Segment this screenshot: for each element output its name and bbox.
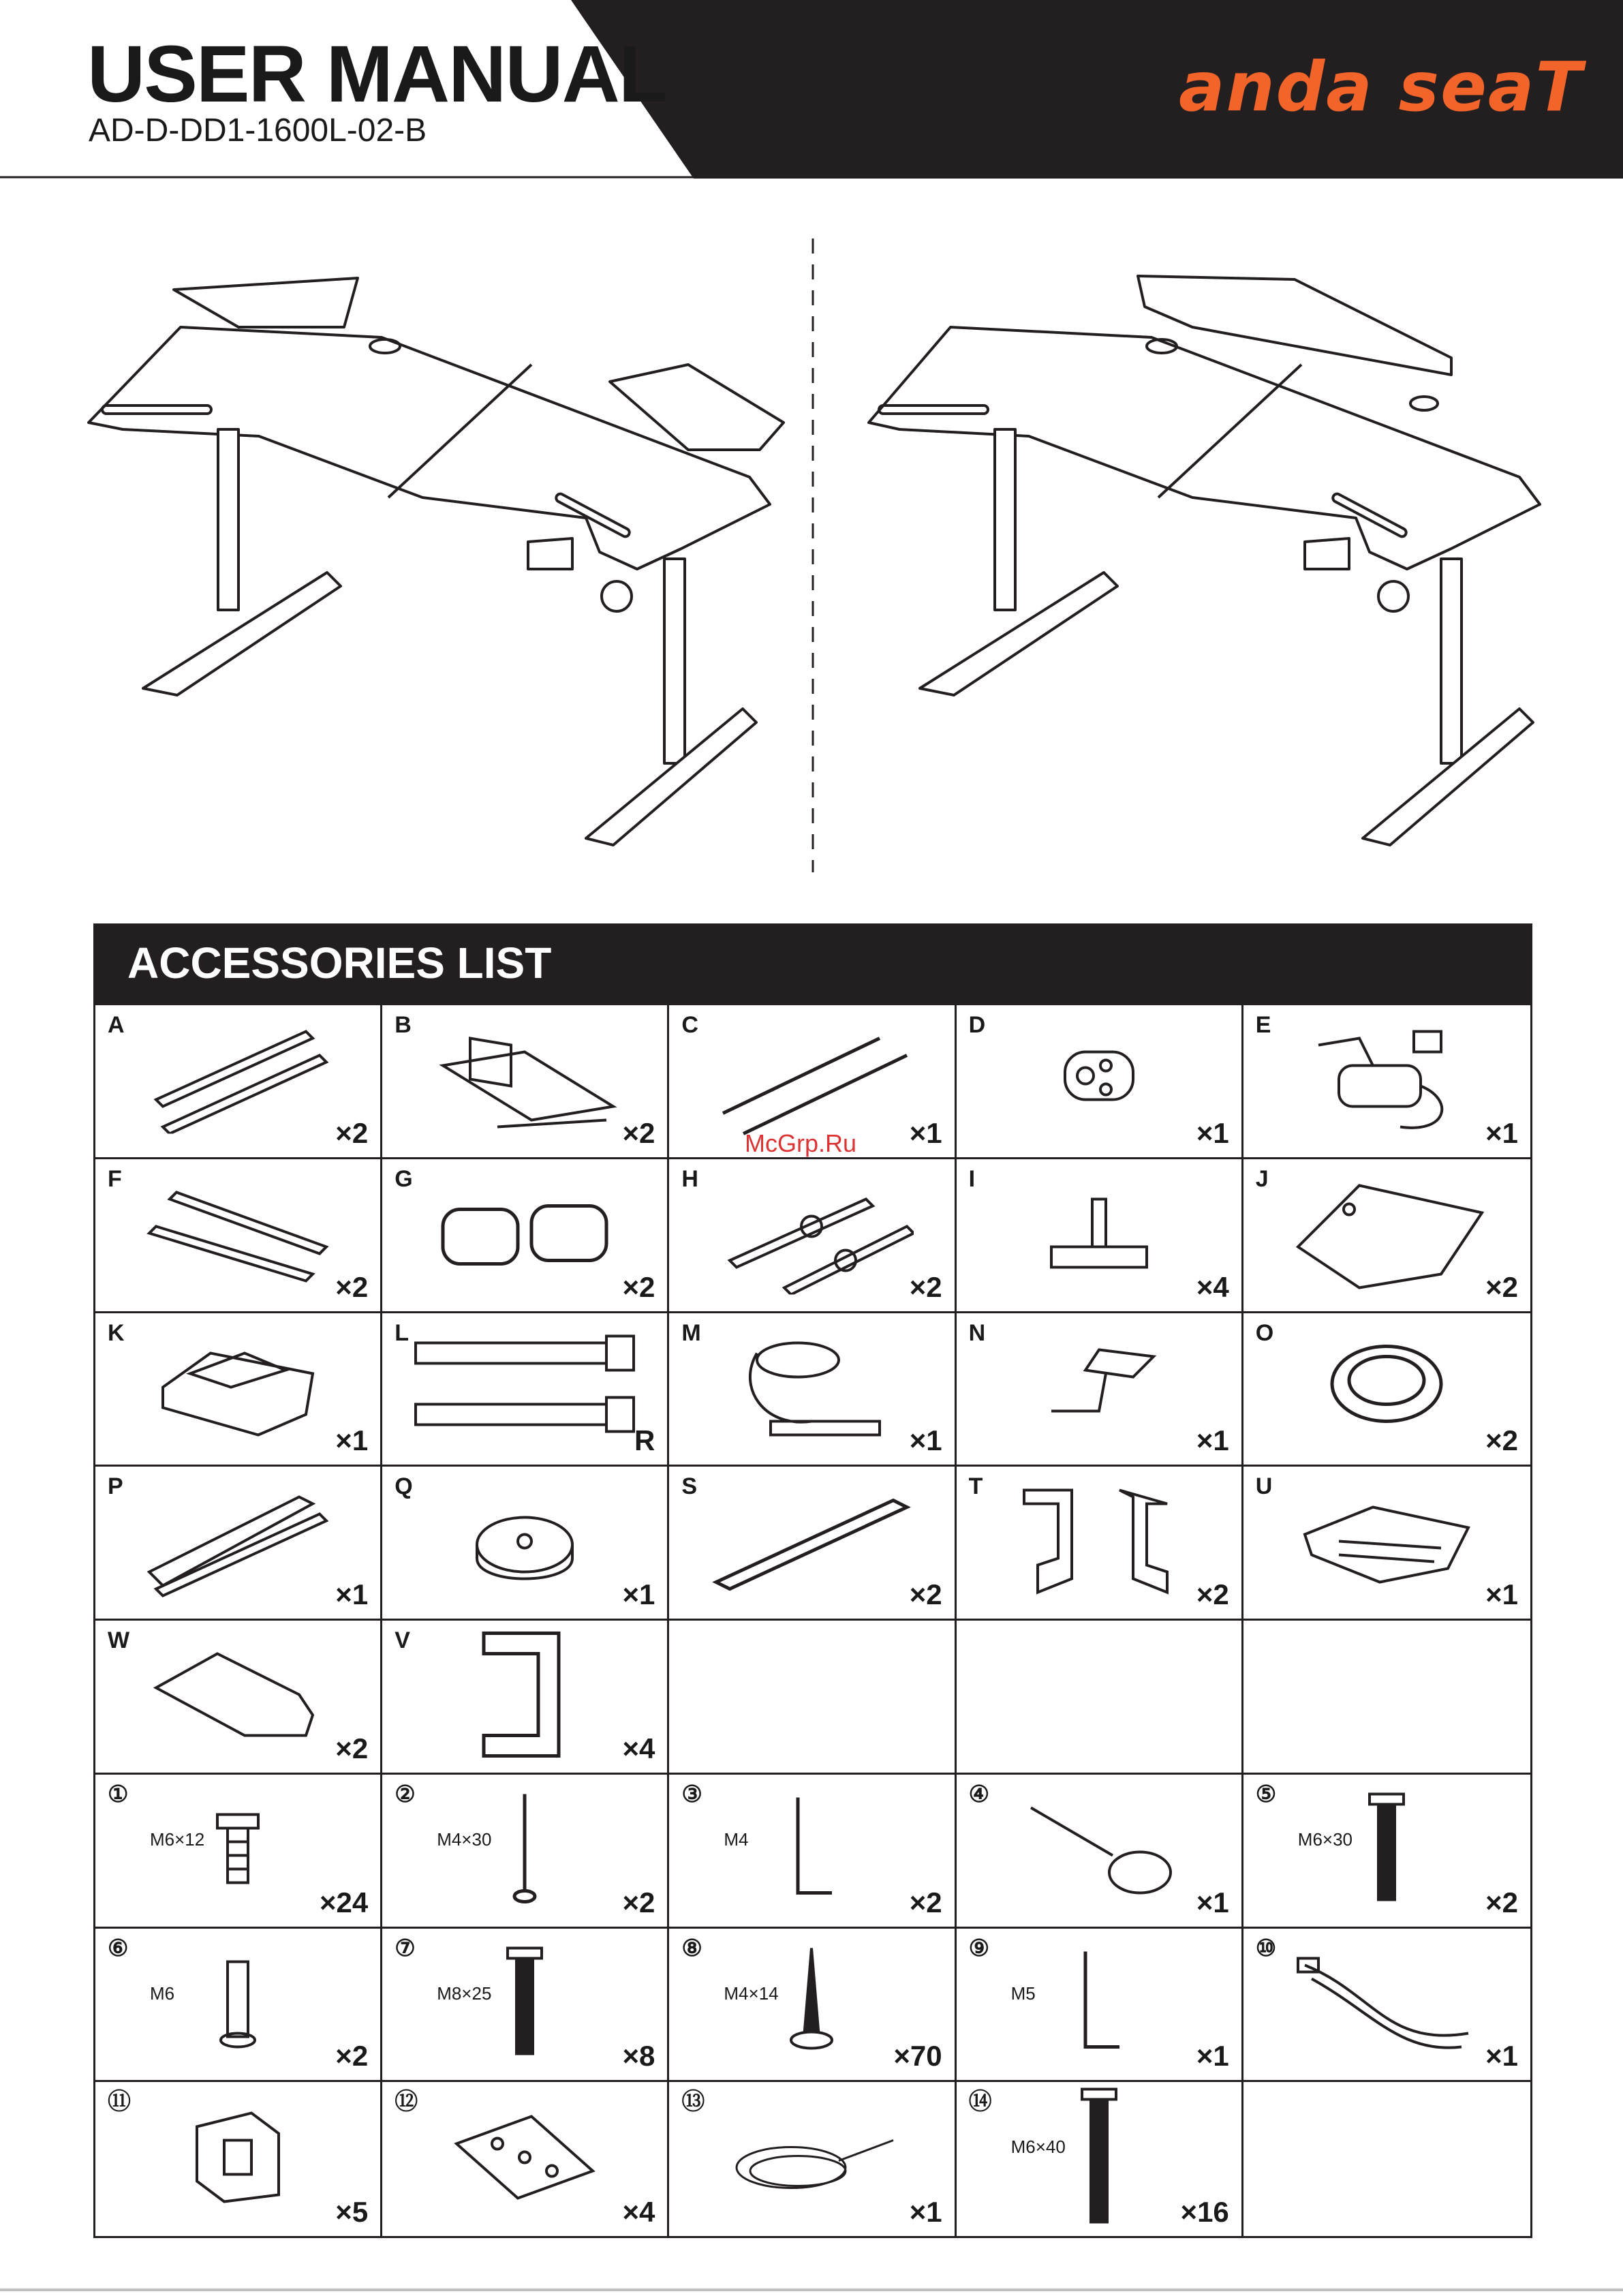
connector-icon <box>1038 1025 1160 1137</box>
part-code: L <box>395 1319 409 1346</box>
part-spec: M4 <box>724 1828 749 1850</box>
part-code: V <box>395 1627 410 1653</box>
part-code: M <box>681 1319 701 1346</box>
tray-icon <box>1291 1493 1482 1592</box>
empty-cell <box>957 1621 1243 1775</box>
part-cell <box>669 1775 956 1929</box>
rail-icon <box>136 1483 340 1602</box>
part-cell <box>95 1929 382 2083</box>
part-quantity: ×5 <box>335 2196 369 2228</box>
part-code: ② <box>395 1781 416 1807</box>
support-beams-icon <box>136 1172 340 1298</box>
grommet-icon <box>1318 1332 1455 1445</box>
hex-key-icon <box>777 1791 846 1910</box>
part-cell <box>382 1159 669 1313</box>
hex-key-icon <box>1065 1944 1133 2064</box>
part-quantity: ×1 <box>622 1578 655 1610</box>
empty-cell <box>1243 1621 1530 1775</box>
bolt-icon <box>1359 1788 1414 1914</box>
part-quantity: ×2 <box>1485 1424 1518 1457</box>
part-quantity: ×24 <box>319 1886 369 1918</box>
plate-icon <box>443 2103 606 2216</box>
part-cell <box>957 1313 1243 1467</box>
footer-divider <box>0 2289 1623 2291</box>
part-cell <box>95 1467 382 1621</box>
part-cell <box>95 1159 382 1313</box>
panel-icon <box>1284 1172 1489 1298</box>
part-quantity: ×1 <box>1196 1116 1229 1149</box>
cup-holder-icon <box>730 1326 893 1452</box>
part-code: ⑧ <box>681 1935 702 1961</box>
part-code: ⑦ <box>395 1935 416 1961</box>
part-cell <box>957 1467 1243 1621</box>
sleeve-nut-icon <box>211 1948 265 2060</box>
section-title: ACCESSORIES LIST <box>127 938 552 988</box>
bolt-icon <box>497 1941 552 2067</box>
part-quantity: ×4 <box>1196 1270 1229 1303</box>
part-cell <box>382 1929 669 2083</box>
hook-icon <box>1017 1336 1181 1441</box>
empty-cell <box>669 1621 956 1775</box>
desk-illustrations <box>0 225 1623 879</box>
part-cell <box>382 1621 669 1775</box>
part-quantity: ×2 <box>335 1270 369 1303</box>
part-quantity: ×1 <box>1485 1578 1518 1610</box>
part-code: N <box>968 1319 986 1346</box>
brackets-icon <box>1010 1476 1188 1609</box>
part-code: ⑩ <box>1255 1935 1277 1961</box>
part-code: B <box>395 1012 412 1038</box>
part-quantity: ×1 <box>909 1116 942 1149</box>
power-cable-icon <box>1291 1951 1482 2057</box>
part-cell <box>1243 1313 1530 1467</box>
part-code: ⑨ <box>968 1935 990 1961</box>
part-cell <box>382 2082 669 2236</box>
cups-icon <box>429 1189 620 1281</box>
part-cell <box>957 1005 1243 1159</box>
arms-icon <box>709 1172 914 1298</box>
part-code: T <box>968 1473 983 1500</box>
part-code: I <box>968 1165 976 1192</box>
part-cell <box>957 1775 1243 1929</box>
part-spec: M4×30 <box>437 1828 492 1850</box>
motor-icon <box>1298 1018 1475 1144</box>
part-cell <box>957 2082 1243 2236</box>
part-quantity: ×1 <box>1485 2040 1518 2072</box>
part-code: H <box>681 1165 698 1192</box>
brand-logo: anda seaT <box>1179 47 1583 127</box>
part-spec: M6×30 <box>1297 1828 1353 1850</box>
part-quantity: ×1 <box>1196 1424 1229 1457</box>
part-quantity: ×1 <box>1196 1886 1229 1918</box>
part-code: ④ <box>968 1781 990 1807</box>
part-code: ① <box>108 1781 129 1807</box>
model-number: AD-D-DD1-1600L-02-B <box>89 112 427 149</box>
part-cell <box>957 1159 1243 1313</box>
part-cell <box>669 1929 956 2083</box>
part-cell <box>95 1775 382 1929</box>
short-screw-icon <box>190 1801 285 1900</box>
cable-icon <box>723 2107 900 2212</box>
part-spec: M6×40 <box>1010 2137 1066 2158</box>
wood-screw-icon <box>784 1941 839 2067</box>
part-quantity: ×1 <box>909 1424 942 1457</box>
part-spec: M4×14 <box>724 1983 779 2004</box>
shelf-icon <box>142 1640 333 1753</box>
foot-pad-icon <box>1031 1179 1167 1291</box>
part-code: ⑬ <box>681 2089 705 2115</box>
part-cell <box>95 1621 382 1775</box>
part-code: K <box>108 1319 125 1346</box>
part-quantity: ×2 <box>909 1886 942 1918</box>
part-code: C <box>681 1012 698 1038</box>
part-spec: M6 <box>150 1983 175 2004</box>
part-code: U <box>1255 1473 1273 1500</box>
part-quantity: ×1 <box>335 1424 369 1457</box>
part-cell <box>1243 1467 1530 1621</box>
part-cell <box>1243 1159 1530 1313</box>
part-code: F <box>108 1165 122 1192</box>
part-cell <box>1243 1775 1530 1929</box>
part-quantity: ×2 <box>335 1116 369 1149</box>
desk-left-icon <box>89 278 784 845</box>
part-code: S <box>681 1473 698 1500</box>
legs-icon <box>402 1329 647 1448</box>
rail-pair-icon <box>142 1025 333 1137</box>
accessories-list-header <box>93 923 1532 1003</box>
part-quantity: ×2 <box>622 1270 655 1303</box>
part-quantity: ×2 <box>909 1270 942 1303</box>
round-cover-icon <box>457 1490 593 1595</box>
watermark: McGrp.Ru <box>745 1129 857 1157</box>
part-cell <box>957 1929 1243 2083</box>
part-cell <box>382 1775 669 1929</box>
long-screw-icon <box>504 1788 545 1914</box>
part-code: ⑤ <box>1255 1781 1277 1807</box>
part-quantity: ×16 <box>1180 2196 1229 2228</box>
part-quantity: ×2 <box>1485 1886 1518 1918</box>
part-cell <box>669 1159 956 1313</box>
part-quantity: ×2 <box>335 1732 369 1764</box>
part-quantity: ×1 <box>1485 1116 1518 1149</box>
part-cell <box>669 2082 956 2236</box>
part-quantity: ×8 <box>622 2040 655 2072</box>
part-code: D <box>968 1012 986 1038</box>
part-cell <box>95 2082 382 2236</box>
part-code: Q <box>395 1473 413 1500</box>
screwdriver-icon <box>1017 1794 1181 1907</box>
part-quantity: ×70 <box>893 2040 942 2072</box>
part-quantity: ×2 <box>622 1116 655 1149</box>
part-cell <box>1243 1929 1530 2083</box>
empty-cell <box>1243 2082 1530 2236</box>
page-title: USER MANUAL <box>87 29 666 119</box>
part-cell <box>1243 1005 1530 1159</box>
part-quantity: ×2 <box>335 2040 369 2072</box>
control-box-icon <box>149 1332 326 1445</box>
part-code: A <box>108 1012 125 1038</box>
part-code: O <box>1255 1319 1274 1346</box>
part-quantity: ×1 <box>335 1578 369 1610</box>
part-code: G <box>395 1165 413 1192</box>
part-quantity: ×2 <box>909 1578 942 1610</box>
part-code: ⑫ <box>395 2089 418 2115</box>
part-cell <box>669 1313 956 1467</box>
part-quantity: R <box>634 1424 655 1457</box>
long-bolt-icon <box>1072 2083 1126 2236</box>
accessories-grid <box>93 1003 1532 2238</box>
part-spec: M8×25 <box>437 1983 492 2004</box>
part-code: J <box>1255 1165 1269 1192</box>
part-cell <box>382 1313 669 1467</box>
part-quantity: ×1 <box>1196 2040 1229 2072</box>
part-code: E <box>1255 1012 1271 1038</box>
part-code: ③ <box>681 1781 702 1807</box>
part-quantity: ×4 <box>622 1732 655 1764</box>
strip-icon <box>702 1486 921 1599</box>
part-code: ⑭ <box>968 2089 992 2115</box>
part-quantity: ×2 <box>1485 1270 1518 1303</box>
part-cell <box>95 1313 382 1467</box>
part-cell <box>382 1005 669 1159</box>
part-quantity: ×4 <box>622 2196 655 2228</box>
part-cell <box>669 1467 956 1621</box>
rods-icon <box>702 1018 921 1144</box>
part-spec: M6×12 <box>150 1828 205 1850</box>
part-code: ⑥ <box>108 1935 129 1961</box>
part-code: W <box>108 1627 130 1653</box>
part-cell <box>95 1005 382 1159</box>
part-quantity: ×2 <box>622 1886 655 1918</box>
part-quantity: ×1 <box>909 2196 942 2228</box>
c-bracket-icon <box>470 1620 579 1773</box>
cable-clip-icon <box>183 2100 292 2219</box>
part-quantity: ×2 <box>1196 1578 1229 1610</box>
desk-right-icon <box>869 276 1540 845</box>
bracket-rail-icon <box>429 1025 620 1137</box>
part-code: ⑪ <box>108 2089 131 2115</box>
part-code: P <box>108 1473 123 1500</box>
part-cell <box>382 1467 669 1621</box>
part-spec: M5 <box>1010 1983 1036 2004</box>
